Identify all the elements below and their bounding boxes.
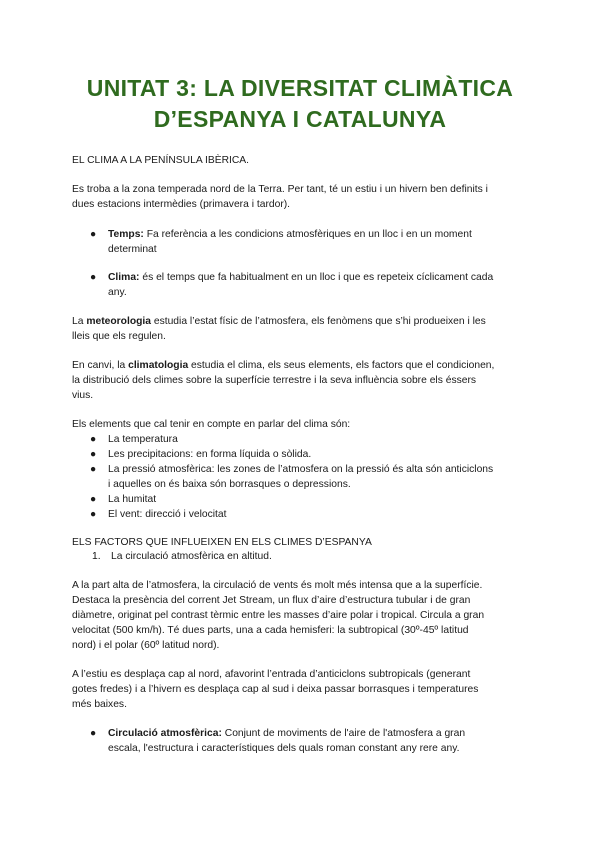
list-item: La temperatura	[108, 434, 178, 445]
list-item: La pressió atmosfèrica: les zones de l’atmosfera on la pressió és alta són anticiclons	[108, 464, 494, 475]
definition-temps-line-1	[108, 227, 528, 243]
climatologia-line-3: vius.	[72, 390, 94, 401]
page-title-line-1: UNITAT 3: LA DIVERSITAT CLIMÀTICA	[86, 75, 514, 101]
circulation-definition-line-1	[108, 726, 528, 742]
bullet-icon: ●	[90, 449, 97, 460]
definition-term: Clima:	[108, 272, 140, 283]
bullet-icon: ●	[90, 509, 97, 520]
climatologia-term: climatologia	[128, 360, 189, 371]
text-span: estudia el clima, els seus elements, els factors que el condicionen,	[188, 360, 495, 371]
bullet-icon: ●	[90, 272, 97, 283]
bullet-icon: ●	[90, 464, 97, 475]
seasonal-shift-line-1: A l’estiu es desplaça cap al nord, afavorint l’entrada d’anticiclons subtropicals (generant	[72, 669, 471, 680]
list-item: La humitat	[108, 494, 157, 505]
bullet-icon: ●	[90, 728, 97, 739]
elements-intro: Els elements que cal tenir en compte en parlar del clima són:	[72, 419, 351, 430]
bullet-icon: ●	[90, 229, 97, 240]
circulation-definition-line-2: escala, l'estructura i característiques dels quals roman constant any rere any.	[108, 743, 460, 754]
definition-term: Circulació atmosfèrica:	[108, 728, 222, 739]
page-title-line-2: D’ESPANYA I CATALUNYA	[153, 106, 447, 132]
intro-line-2: dues estacions intermèdies (primavera i tardor).	[72, 199, 291, 210]
definition-clima-line-2: any.	[108, 287, 127, 298]
definition-text: Fa referència a les condicions atmosfèriques en un lloc i en un moment	[143, 229, 472, 240]
text-span: La	[72, 316, 87, 327]
factor-label: La circulació atmosfèrica en altitud.	[111, 551, 272, 562]
climatologia-line-2: la distribució dels climes sobre la superfície terrestre i la seva influència sobre els éssers	[72, 375, 477, 386]
list-item-continuation: i aquelles on és baixa són borrasques o depressions.	[108, 479, 351, 490]
meteorologia-line-1	[72, 314, 534, 330]
definition-text: és el temps que fa habitualment en un lloc i que es repeteix cíclicament cada	[139, 272, 494, 283]
bullet-icon: ●	[90, 494, 97, 505]
definition-temps-line-2: determinat	[108, 244, 157, 255]
text-span: En canvi, la	[72, 360, 129, 371]
upper-circulation-line-2: Destaca la presència del corrent Jet Stream, un flux d’aire d’estructura tubular i de gran	[72, 595, 471, 606]
section-heading-factors: ELS FACTORS QUE INFLUEIXEN EN ELS CLIMES D’ESPANYA	[72, 537, 372, 548]
list-item: El vent: direcció i velocitat	[108, 509, 227, 520]
meteorologia-line-2: lleis que els regulen.	[72, 331, 166, 342]
upper-circulation-line-5: nord) i el polar (60º latitud nord).	[72, 640, 220, 651]
climatologia-line-1	[72, 358, 534, 374]
intro-line-1: Es troba a la zona temperada nord de la Terra. Per tant, té un estiu i un hivern ben definits i	[72, 184, 488, 195]
seasonal-shift-line-2: gotes fredes) i a l’hivern es desplaça cap al sud i deixa passar borrasques i temperatures	[72, 684, 479, 695]
seasonal-shift-line-3: més baixes.	[72, 699, 127, 710]
definition-text: Conjunt de moviments de l'aire de l'atmosfera a gran	[221, 728, 466, 739]
definition-clima-line-1	[108, 270, 528, 286]
upper-circulation-line-4: velocitat (500 km/h). Té dues parts, una a cada hemisferi: la subtropical (30º-45º latitud	[72, 625, 469, 636]
upper-circulation-line-1: A la part alta de l’atmosfera, la circulació de vents és molt més intensa que a la superfície.	[72, 580, 483, 591]
factor-number: 1.	[92, 551, 101, 562]
upper-circulation-line-3: diàmetre, originat pel contrast tèrmic entre les masses d’aire polar i tropical. Circula a gran	[72, 610, 485, 621]
meteorologia-term: meteorologia	[86, 316, 151, 327]
definition-term: Temps:	[108, 229, 144, 240]
text-span: estudia l’estat físic de l’atmosfera, els fenòmens que s’hi produeixen i les	[150, 316, 486, 327]
list-item: Les precipitacions: en forma líquida o sòlida.	[108, 449, 312, 460]
bullet-icon: ●	[90, 434, 97, 445]
section-heading-clima: EL CLIMA A LA PENÍNSULA IBÈRICA.	[72, 155, 250, 166]
